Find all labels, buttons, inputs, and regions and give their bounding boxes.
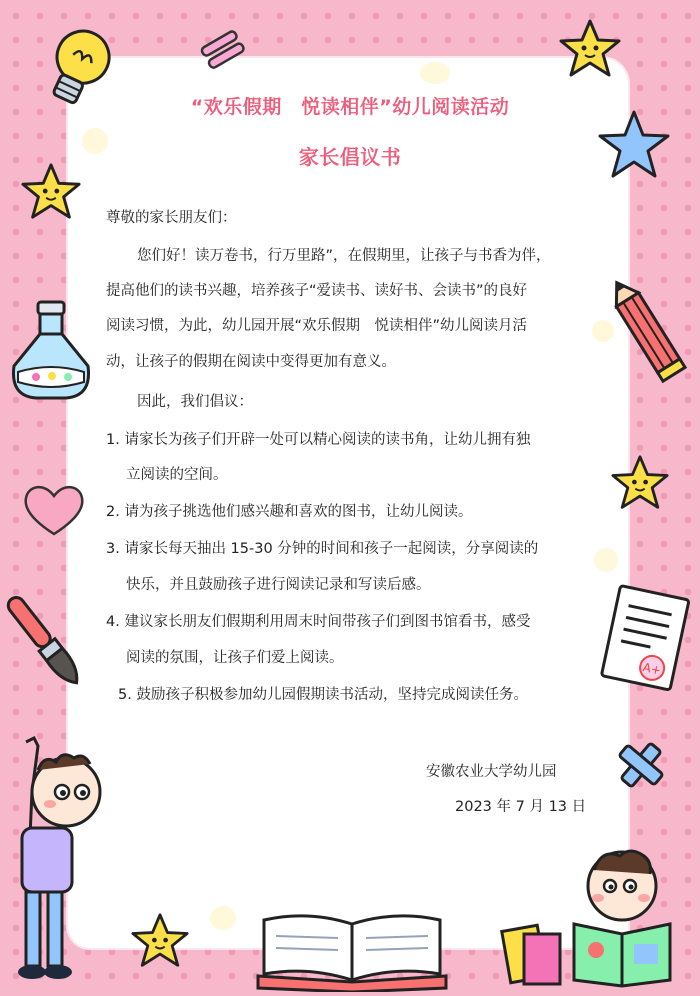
paper-sheet-icon: [596, 584, 696, 694]
signature: 安徽农业大学幼儿园: [426, 764, 557, 780]
decor-blob: [420, 62, 450, 84]
greeting: 尊敬的家长朋友们：: [106, 210, 237, 226]
letter-date: 2023 年 7 月 13 日: [455, 799, 587, 815]
star-icon: [596, 108, 672, 182]
proposal-item: 5. 鼓励孩子积极参加幼儿园假期读书活动，坚持完成阅读任务。: [118, 687, 528, 703]
decor-blob: [594, 548, 618, 572]
proposal-item: 1. 请家长为孩子们开辟一处可以精心阅读的读书角，让幼儿拥有独: [106, 432, 531, 448]
paintbrush-icon: [2, 586, 86, 696]
intro-line: 您们好！读万卷书，行万里路”，在假期里，让孩子与书香为伴，: [137, 248, 551, 264]
proposal-item: 2. 请为孩子挑选他们感兴趣和喜欢的图书，让幼儿阅读。: [106, 504, 473, 520]
boy-icon: [4, 736, 124, 986]
cross-icon: [614, 738, 668, 792]
proposal-item: 4. 建议家长朋友们假期利用周末时间带孩子们到图书馆看书，感受: [106, 614, 531, 630]
star-icon: [558, 18, 622, 80]
potion-bottle-icon: [6, 296, 96, 406]
proposal-item-cont: 阅读的氛围，让孩子们爱上阅读。: [126, 650, 344, 666]
pencil-icon: [606, 276, 688, 386]
intro-line: 动，让孩子的假期在阅读中变得更加有意义。: [106, 354, 396, 370]
proposal-item: 3. 请家长每天抽出 15-30 分钟的时间和孩子一起阅读，分享阅读的: [106, 541, 539, 557]
proposal-lead: 因此，我们倡议：: [137, 394, 253, 410]
intro-line: 提高他们的读书兴趣，培养孩子“爱读书、读好书、会读书”的良好: [106, 283, 528, 299]
proposal-item-cont: 快乐，并且鼓励孩子进行阅读记录和写读后感。: [126, 577, 431, 593]
intro-line: 阅读习惯，为此，幼儿园开展“欢乐假期 悦读相伴”幼儿阅读月活: [106, 318, 528, 334]
book-icon: [252, 906, 452, 992]
proposal-item-cont: 立阅读的空间。: [126, 467, 228, 483]
star-icon: [610, 454, 670, 512]
decor-blob: [210, 906, 236, 930]
letter-subtitle: 家长倡议书: [298, 145, 402, 169]
lightbulb-icon: [38, 18, 118, 118]
heart-icon: [22, 482, 86, 538]
grade-text: A+: [641, 660, 663, 678]
ribbon-icon: [200, 30, 246, 70]
child-reading-icon: [498, 834, 694, 992]
star-icon: [130, 912, 190, 970]
letter-title: “欢乐假期 悦读相伴”幼儿阅读活动: [190, 96, 510, 118]
star-icon: [20, 162, 82, 222]
